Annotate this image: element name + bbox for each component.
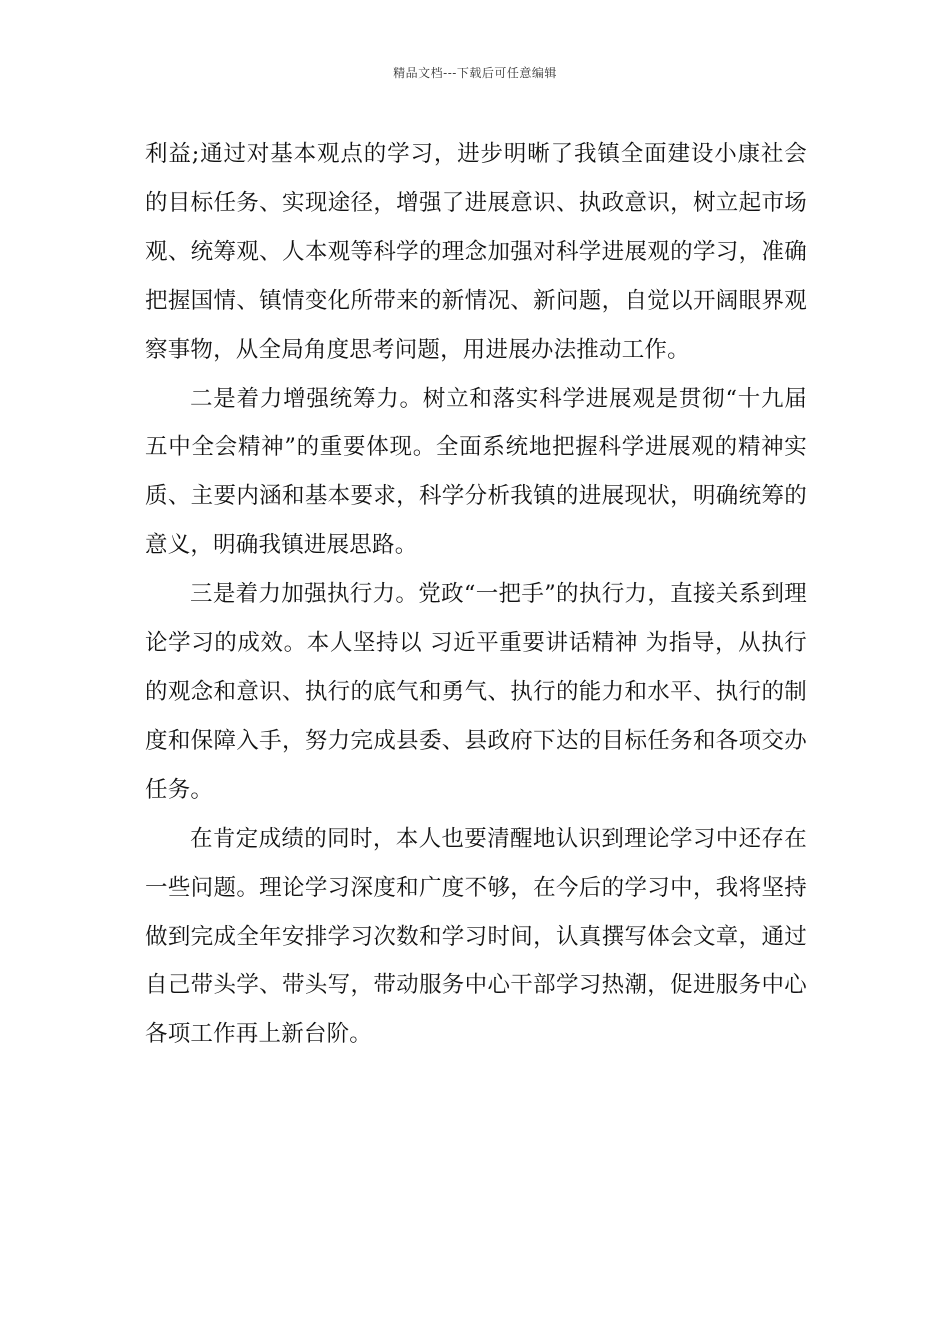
document-body bbox=[145, 130, 807, 1059]
paragraph-continuation: 利益;通过对基本观点的学习，进步明晰了我镇全面建设小康社会的目标任务、实现途径，增强了进展意识、执政意识，树立起市场观、统筹观、人本观等科学的理念加强对科学进展观的学习，准确把握国情、镇情变化所带来的新情况、新问题，自觉以开阔眼界观察事物，从全局角度思考问题，用进展办法推动工作。 bbox=[145, 141, 807, 363]
page-header: 精品文档---下载后可任意编辑 bbox=[393, 66, 557, 80]
paragraph-execution: 三是着力加强执行力。党政“一把手”的执行力，直接关系到理论学习的成效。本人坚持以 习近平重要讲话精神 为指导，从执行的观念和意识、执行的底气和勇气、执行的能力和水平、执行的制度和保障入手，努力完成县委、县政府下达的目标任务和各项交办任务。 bbox=[145, 581, 807, 803]
paragraph-coordination: 二是着力增强统筹力。树立和落实科学进展观是贯彻“十九届五中全会精神”的重要体现。全面系统地把握科学进展观的精神实质、主要内涵和基本要求，科学分析我镇的进展现状，明确统筹的意义，明确我镇进展思路。 bbox=[145, 385, 807, 559]
paragraph-conclusion: 在肯定成绩的同时，本人也要清醒地认识到理论学习中还存在一些问题。理论学习深度和广度不够，在今后的学习中，我将坚持做到完成全年安排学习次数和学习时间，认真撰写体会文章，通过自己带头学、带头写，带动服务中心干部学习热潮，促进服务中心各项工作再上新台阶。 bbox=[145, 825, 807, 1048]
